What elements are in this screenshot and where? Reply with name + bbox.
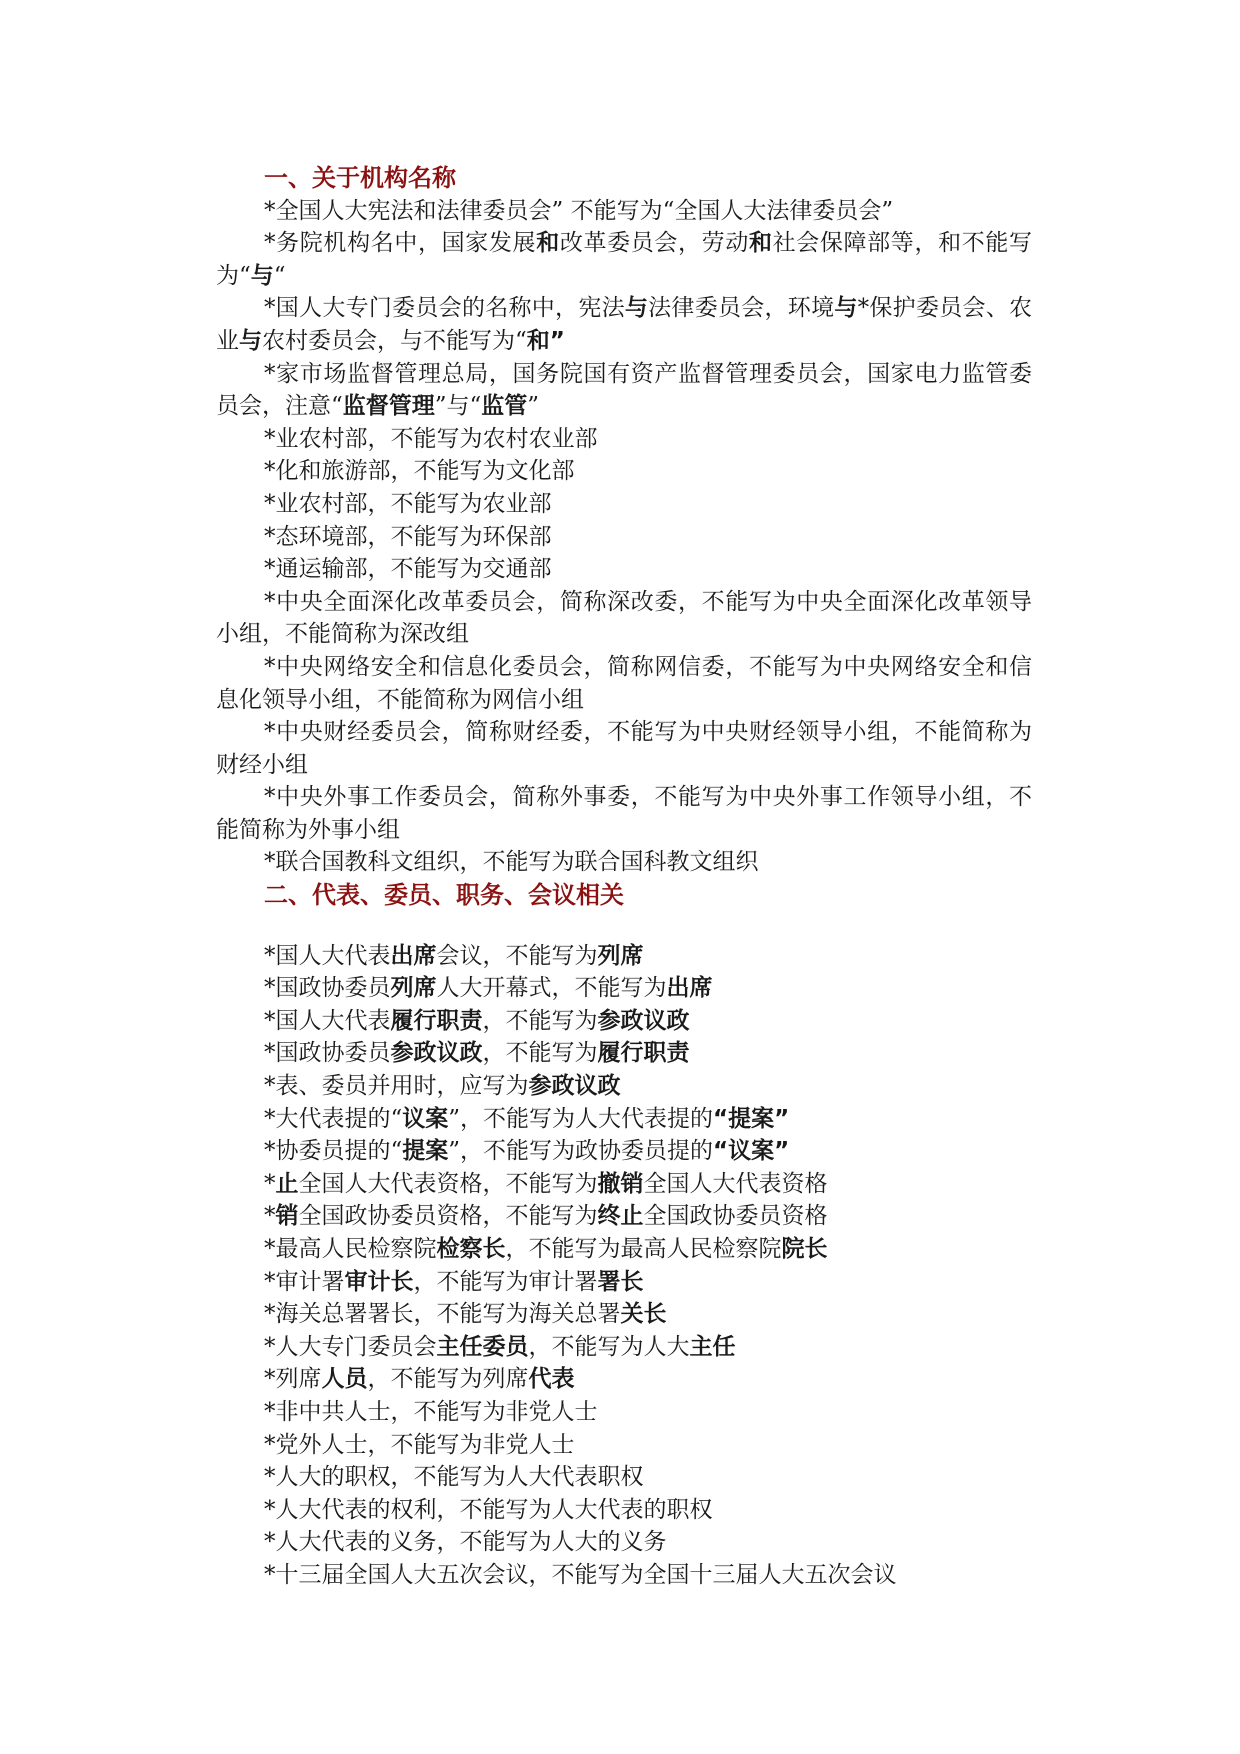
item-text: *: [264, 1170, 276, 1197]
item-text: *非中共人士，不能写为非党人士: [264, 1398, 598, 1425]
item-text: *列席: [264, 1366, 322, 1393]
item-text: 全国政协委员资格，不能写为: [298, 1203, 598, 1230]
item-text: ”: [527, 393, 540, 420]
item-text: *表、委员并用时，应写为: [264, 1073, 529, 1100]
emphasis-text: 履行职责: [390, 1007, 483, 1034]
list-item: [216, 227, 1032, 292]
emphasis-text: 履行职责: [597, 1040, 690, 1067]
emphasis-text: 止: [275, 1170, 299, 1197]
item-text: ，不能写为列席: [367, 1366, 529, 1393]
emphasis-text: 监督管理: [342, 393, 435, 420]
section-1-heading: 一、关于机构名称: [264, 164, 456, 192]
emphasis-text: 撤销: [597, 1170, 644, 1197]
list-item: [216, 423, 1032, 456]
item-text: 会议，不能写为: [436, 942, 598, 969]
item-text: ，不能写为最高人民检察院: [505, 1236, 782, 1262]
item-text: *态环境部，不能写为环保部: [264, 523, 552, 550]
emphasis-text: 列席: [597, 942, 644, 969]
emphasis-text: 销: [275, 1203, 299, 1230]
item-text: *国人大代表: [264, 1007, 391, 1034]
list-item: [216, 651, 1032, 716]
list-item: [216, 1070, 1032, 1103]
list-item: [216, 358, 1032, 423]
item-text: 全国人大代表资格，不能写为: [298, 1170, 598, 1197]
item-text: *大代表提的“: [264, 1105, 403, 1132]
emphasis-text: 与: [834, 295, 858, 322]
item-text: *业农村部，不能写为农业部: [264, 490, 552, 517]
list-item: [216, 292, 1032, 357]
item-text: ，不能写为: [482, 1007, 598, 1034]
item-text: ，不能写为人大: [528, 1333, 690, 1360]
item-text: *保护委员会、农业: [216, 295, 1033, 354]
emphasis-text: “提案”: [713, 1105, 790, 1132]
emphasis-text: 院长: [781, 1236, 828, 1262]
item-text: *业农村部，不能写为农村农业部: [264, 425, 598, 452]
list-item: [216, 972, 1032, 1005]
item-text: *联合国教科文组织，不能写为联合国科教文组织: [264, 849, 759, 876]
item-text: *国政协委员: [264, 975, 391, 1002]
item-text: *化和旅游部，不能写为文化部: [264, 458, 575, 485]
item-text: *最高人民检察院: [264, 1236, 437, 1262]
emphasis-text: 监管: [481, 393, 528, 420]
item-text: *家市场监督管理总局，国务院国有资产监督管理委员会，国家电力监管委员会，注意“: [216, 360, 1032, 420]
item-text: *人大的职权，不能写为人大代表职权: [264, 1464, 644, 1491]
item-text: *人大代表的义务，不能写为人大的义务: [264, 1529, 667, 1556]
list-item: [216, 1135, 1032, 1168]
document-body: [216, 162, 1032, 1592]
list-item: [216, 455, 1032, 488]
item-text: *: [264, 1203, 276, 1230]
item-text: 全国人大代表资格: [643, 1170, 828, 1197]
emphasis-text: 出席: [666, 975, 713, 1002]
item-text: “: [273, 262, 286, 289]
emphasis-text: 与: [250, 262, 274, 289]
emphasis-text: 检察长: [436, 1236, 506, 1262]
list-item: [216, 940, 1032, 973]
item-text: 社会保障部等，和不能写为“: [216, 230, 1032, 289]
list-item: [216, 195, 1032, 228]
emphasis-text: 参政议政: [597, 1007, 690, 1034]
item-text: *审计署: [264, 1268, 345, 1295]
item-text: 全国政协委员资格: [643, 1203, 828, 1230]
emphasis-text: 主任: [689, 1333, 736, 1360]
item-text: *中央全面深化改革委员会，简称深改委，不能写为中央全面深化改革领导小组，不能简称为深改组: [216, 588, 1032, 648]
emphasis-text: 参政议政: [528, 1073, 621, 1100]
list-item: [216, 1526, 1032, 1559]
list-item: [216, 1331, 1032, 1364]
list-item: [216, 781, 1032, 846]
list-item: [216, 553, 1032, 586]
list-item: [216, 1168, 1032, 1201]
emphasis-text: 代表: [528, 1366, 575, 1393]
item-text: *海关总署署长，不能写为海关总署: [264, 1301, 621, 1328]
item-text: *务院机构名中，国家发展: [264, 230, 537, 257]
item-text: *全国人大宪法和法律委员会” 不能写为“全国人大法律委员会”: [264, 197, 894, 224]
emphasis-text: 署长: [597, 1268, 644, 1295]
item-text: *中央网络安全和信息化委员会，简称网信委，不能写为中央网络安全和信息化领导小组，不能简称为网信小组: [216, 653, 1032, 713]
list-item: [216, 1200, 1032, 1233]
emphasis-text: 提案: [402, 1138, 449, 1165]
item-text: ”，不能写为政协委员提的: [448, 1138, 714, 1165]
list-item: [216, 716, 1032, 781]
list-item: [216, 1363, 1032, 1396]
list-item: [216, 1233, 1032, 1266]
section-1-list: [216, 195, 1032, 879]
list-item: [216, 1461, 1032, 1494]
item-text: *国政协委员: [264, 1040, 391, 1067]
list-item: [216, 846, 1032, 879]
list-item: [216, 1298, 1032, 1331]
item-text: *人大代表的权利，不能写为人大代表的职权: [264, 1496, 713, 1523]
list-item: [216, 488, 1032, 521]
item-text: *中央财经委员会，简称财经委，不能写为中央财经领导小组，不能简称为财经小组: [216, 719, 1032, 778]
item-text: 改革委员会，劳动: [559, 230, 749, 257]
item-text: 农村委员会，与不能写为“: [262, 327, 527, 354]
emphasis-text: 参政议政: [390, 1040, 483, 1067]
emphasis-text: 议案: [402, 1105, 449, 1132]
item-text: ”与“: [434, 393, 482, 420]
list-item: [216, 586, 1032, 651]
emphasis-text: 出席: [390, 942, 437, 969]
emphasis-text: “议案”: [713, 1138, 790, 1165]
item-text: 法律委员会，环境: [648, 295, 835, 322]
item-text: *人大专门委员会: [264, 1333, 437, 1360]
item-text: ，不能写为审计署: [413, 1268, 598, 1295]
emphasis-text: 和: [536, 230, 560, 257]
emphasis-text: 和: [748, 230, 773, 257]
list-item: [216, 1429, 1032, 1462]
list-item: [216, 1494, 1032, 1527]
list-item: [216, 1005, 1032, 1038]
item-text: *党外人士，不能写为非党人士: [264, 1431, 575, 1458]
list-item: [216, 1103, 1032, 1136]
list-item: [216, 1396, 1032, 1429]
list-item: [216, 1559, 1032, 1592]
emphasis-text: 和”: [526, 327, 565, 354]
item-text: *国人大专门委员会的名称中，宪法: [264, 295, 625, 322]
item-text: *协委员提的“: [264, 1138, 403, 1165]
item-text: ”，不能写为人大代表提的: [448, 1105, 714, 1132]
list-item: [216, 1037, 1032, 1070]
emphasis-text: 终止: [597, 1203, 644, 1230]
item-text: *十三届全国人大五次会议，不能写为全国十三届人大五次会议: [264, 1561, 897, 1588]
item-text: *国人大代表: [264, 942, 391, 969]
emphasis-text: 主任委员: [436, 1333, 529, 1360]
emphasis-text: 关长: [620, 1301, 667, 1328]
section-2-heading: 二、代表、委员、职务、会议相关: [264, 881, 624, 910]
section-2-list: [216, 940, 1032, 1592]
list-item: [216, 521, 1032, 554]
emphasis-text: 与: [239, 327, 262, 354]
list-item: [216, 1266, 1032, 1299]
item-text: 人大开幕式，不能写为: [436, 975, 667, 1002]
item-text: ，不能写为: [482, 1040, 598, 1067]
emphasis-text: 列席: [390, 975, 437, 1002]
item-text: *通运输部，不能写为交通部: [264, 556, 552, 583]
emphasis-text: 与: [624, 295, 649, 322]
emphasis-text: 审计长: [344, 1268, 414, 1295]
emphasis-text: 人员: [321, 1366, 368, 1393]
item-text: *中央外事工作委员会，简称外事委，不能写为中央外事工作领导小组，不能简称为外事小组: [216, 784, 1032, 843]
